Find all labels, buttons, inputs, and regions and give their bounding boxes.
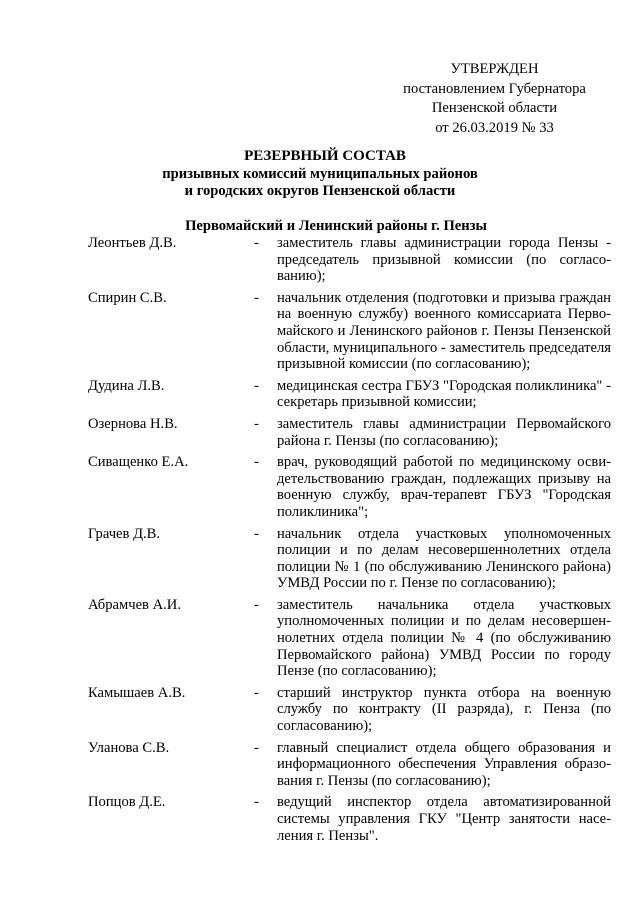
separator-dash: - bbox=[254, 684, 259, 701]
member-name: Камышаев А.В. bbox=[88, 684, 186, 701]
member-role: ведущий инспектор отдела автоматизированной системы управления ГКУ "Центр занятости населения г. Пензы". bbox=[277, 794, 611, 844]
member-name: Сиващенко Е.А. bbox=[88, 454, 189, 471]
member-role: главный специалист отдела общего образования и информационного обеспечения Управления образования г. Пензы (по согласованию); bbox=[277, 739, 611, 789]
member-role: старший инструктор пункта отбора на военную службу по контракту (II разряда), г. Пенза (по согласованию); bbox=[277, 684, 611, 735]
member-name: Грачев Д.В. bbox=[88, 525, 161, 542]
title-line: призывных комиссий муниципальных районов bbox=[162, 165, 478, 182]
member-row bbox=[0, 740, 640, 790]
separator-dash: - bbox=[254, 794, 259, 811]
member-row bbox=[0, 597, 640, 680]
member-row bbox=[0, 378, 640, 411]
member-name: Уланова С.В. bbox=[88, 739, 170, 756]
member-role: начальник отделения (подготовки и призыва граждан на военную службу) военного комиссариата Первомайского и Ленинского районов г. Пензы Пензенской области, муниципального - заместитель председателя призывной комиссии (по согласованию); bbox=[277, 289, 611, 373]
member-row bbox=[0, 416, 640, 449]
document-title bbox=[0, 148, 640, 201]
title-line: и городских округов Пензенской области bbox=[184, 183, 456, 199]
approval-line: Пензенской области bbox=[431, 100, 558, 116]
member-row bbox=[0, 526, 640, 592]
separator-dash: - bbox=[254, 289, 259, 306]
separator-dash: - bbox=[254, 525, 259, 542]
section-title: Первомайский и Ленинский районы г. Пензы bbox=[185, 218, 487, 234]
member-name: Попцов Д.Е. bbox=[88, 794, 166, 811]
member-row bbox=[0, 290, 640, 373]
member-row bbox=[0, 454, 640, 520]
member-row bbox=[0, 685, 640, 735]
separator-dash: - bbox=[254, 377, 259, 394]
member-role: заместитель главы администрации города Пензы - председатель призывной комиссии (по согласованию); bbox=[277, 235, 611, 285]
approval-stamp bbox=[392, 60, 597, 138]
approval-line: от 26.03.2019 № 33 bbox=[435, 119, 554, 136]
members-list bbox=[0, 235, 640, 849]
member-name: Леонтьев Д.В. bbox=[88, 235, 177, 251]
member-name: Озернова Н.В. bbox=[88, 415, 178, 432]
member-row bbox=[0, 794, 640, 844]
member-name: Спирин С.В. bbox=[88, 289, 167, 306]
member-role: медицинская сестра ГБУЗ "Городская поликлиника" - секретарь призывной комиссии; bbox=[277, 377, 611, 411]
title-main: РЕЗЕРВНЫЙ СОСТАВ bbox=[244, 148, 406, 164]
approval-line: УТВЕРЖДЕН bbox=[450, 61, 539, 77]
member-name: Абрамчев А.И. bbox=[88, 596, 181, 613]
separator-dash: - bbox=[254, 596, 259, 613]
member-role: начальник отдела участковых уполномоченных полиции и по делам несовершеннолетних отдела полиции № 1 (по обслуживанию Ленинского района) УМВД России по г. Пензе по согласованию); bbox=[277, 525, 611, 592]
member-role: врач, руководящий работой по медицинскому освидетельствованию граждан, подлежащих призыву на военную службу, врач-терапевт ГБУЗ "Городская поликлиника"; bbox=[277, 454, 611, 520]
member-role: заместитель главы администрации Первомайского района г. Пензы (по согласованию); bbox=[277, 415, 611, 449]
separator-dash: - bbox=[254, 235, 259, 251]
separator-dash: - bbox=[254, 739, 259, 756]
member-name: Дудина Л.В. bbox=[88, 377, 165, 394]
approval-line: постановлением Губернатора bbox=[403, 80, 586, 97]
separator-dash: - bbox=[254, 454, 259, 471]
separator-dash: - bbox=[254, 415, 259, 432]
member-row bbox=[0, 235, 640, 285]
member-role: заместитель начальника отдела участковых уполномоченных полиции и по делам несовершеннолетних отдела полиции № 4 (по обслуживанию Первомайского района) УМВД России по городу Пензе (по согласованию); bbox=[277, 596, 611, 680]
